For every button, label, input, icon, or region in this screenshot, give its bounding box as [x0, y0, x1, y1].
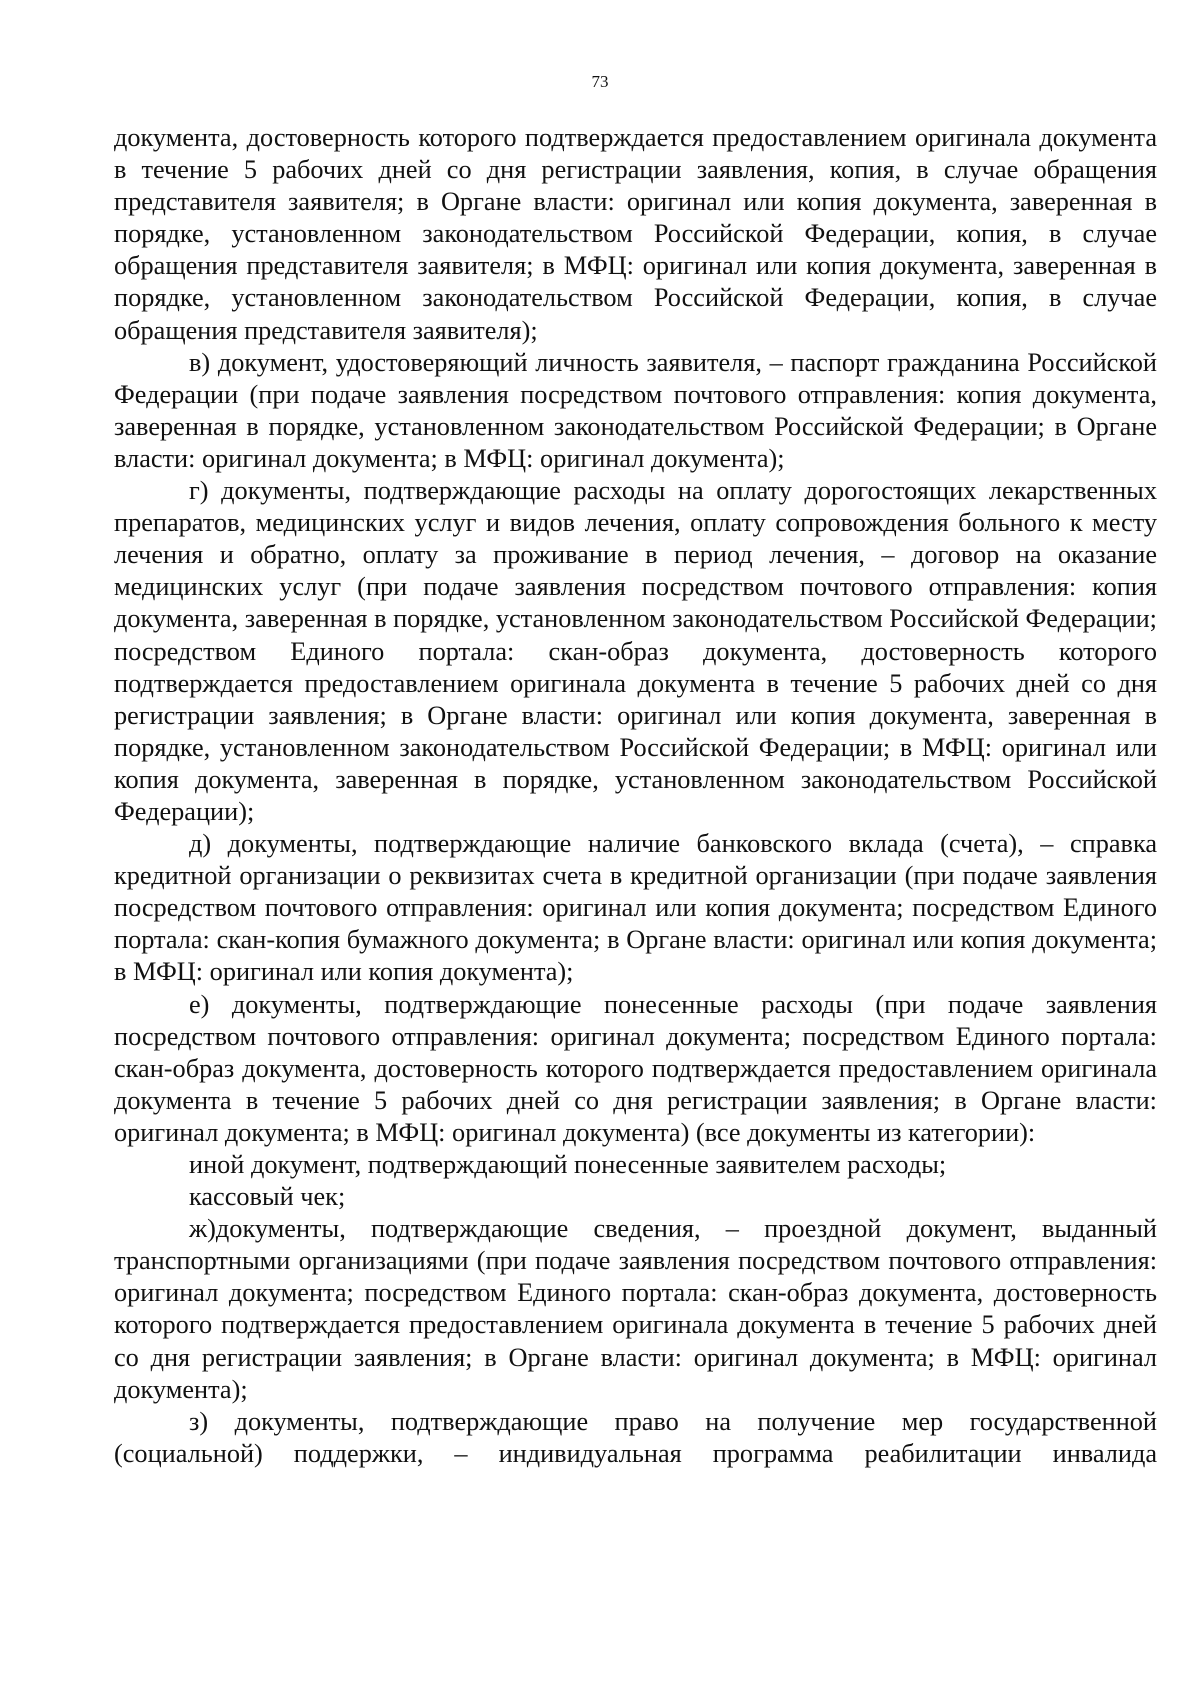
- paragraph-item-zh: ж)документы, подтверждающие сведения, – проездной документ, выданный транспортными организациями (при подаче заявления посредством почтового отправления: оригинал документа; посредством Единого портала: скан-образ документа, достоверность которого подтверждается предоставлением оригинала документа в течение 5 рабочих дней со дня регистрации заявления; в Органе власти: оригинал документа; в МФЦ: оригинал документа);: [114, 1214, 1157, 1404]
- paragraph-item-e: е) документы, подтверждающие понесенные расходы (при подаче заявления посредством почтового отправления: оригинал документа; посредством Единого портала: скан-образ документа, достоверность которого подтверждается предоставлением оригинала документа в течение 5 рабочих дней со дня регистрации заявления; в Органе власти: оригинал документа; в МФЦ: оригинал документа) (все документы из категории):: [114, 989, 1157, 1147]
- paragraph-item-e-subitem-2: кассовый чек;: [189, 1182, 346, 1212]
- paragraph-item-e-subitem-1: иной документ, подтверждающий понесенные заявителем расходы;: [189, 1150, 947, 1179]
- paragraph-item-z: з) документы, подтверждающие право на получение мер государственной (социальной) поддержки, – индивидуальная программа реабилитации инвалида: [114, 1406, 1157, 1468]
- paragraph-continuation: документа, достоверность которого подтверждается предоставлением оригинала документа в течение 5 рабочих дней со дня регистрации заявления, копия, в случае обращения представителя заявителя; в Органе власти: оригинал или копия документа, заверенная в порядке, установленном законодательством Российской Федерации, копия, в случае обращения представителя заявителя; в МФЦ: оригинал или копия документа, заверенная в порядке, установленном законодательством Российской Федерации, копия, в случае обращения представителя заявителя);: [114, 123, 1157, 345]
- paragraph-item-g: г) документы, подтверждающие расходы на оплату дорогостоящих лекарственных препаратов, медицинских услуг и видов лечения, оплату сопровождения больного к месту лечения и обратно, оплату за проживание в период лечения, – договор на оказание медицинских услуг (при подаче заявления посредством почтового отправления: копия документа, заверенная в порядке, установленном законодательством Российской Федерации; посредством Единого портала: скан-образ документа, достоверность которого подтверждается предоставлением оригинала документа в течение 5 рабочих дней со дня регистрации заявления; в Органе власти: оригинал или копия документа, заверенная в порядке, установленном законодательством Российской Федерации; в МФЦ: оригинал или копия документа, заверенная в порядке, установленном законодательством Российской Федерации);: [114, 476, 1157, 826]
- paragraph-item-v: в) документ, удостоверяющий личность заявителя, – паспорт гражданина Российской Федерации (при подаче заявления посредством почтового отправления: копия документа, заверенная в порядке, установленном законодательством Российской Федерации; в Органе власти: оригинал документа; в МФЦ: оригинал документа);: [114, 347, 1157, 473]
- page-number: 73: [591, 72, 609, 91]
- paragraph-item-d: д) документы, подтверждающие наличие банковского вклада (счета), – справка кредитной организации о реквизитах счета в кредитной организации (при подаче заявления посредством почтового отправления: оригинал или копия документа; посредством Единого портала: скан-копия бумажного документа; в Органе власти: оригинал или копия документа; в МФЦ: оригинал или копия документа);: [114, 829, 1157, 987]
- document-body: [114, 122, 1157, 1470]
